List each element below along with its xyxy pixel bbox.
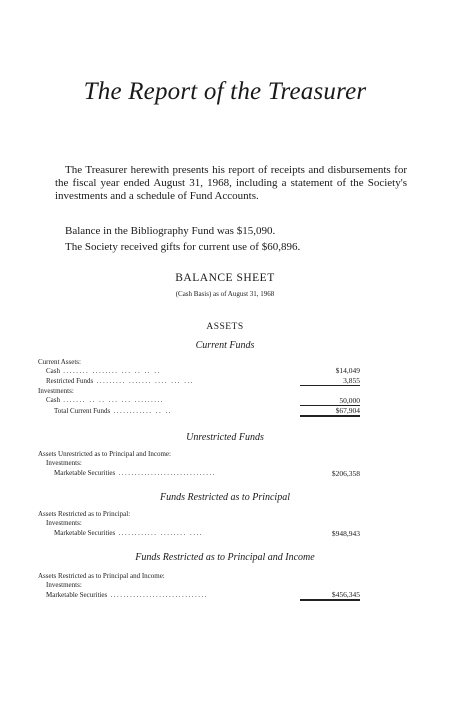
current-assets-label: Current Assets: bbox=[38, 358, 81, 366]
cash-amount: $14,049 bbox=[335, 366, 360, 375]
page-title: The Report of the Treasurer bbox=[83, 78, 367, 105]
restricted-both-securities-label: Marketable Securities bbox=[46, 591, 108, 599]
section-heading-restricted-principal-income: Funds Restricted as to Principal and Income bbox=[135, 552, 315, 563]
restricted-principal-securities-label: Marketable Securities bbox=[54, 529, 116, 537]
balance-sheet-title: BALANCE SHEET bbox=[175, 272, 275, 284]
restricted-funds-row: Restricted Funds ......... ....... .... ... ... bbox=[46, 377, 194, 385]
restricted-both-securities-row: Marketable Securities .............................. bbox=[46, 591, 208, 599]
restricted-principal-securities-amount: $948,943 bbox=[331, 529, 360, 538]
intro-paragraph bbox=[55, 164, 407, 203]
unrestricted-securities-row: Marketable Securities .............................. bbox=[54, 469, 216, 477]
restricted-principal-securities-row: Marketable Securities ............ ........ .... bbox=[54, 529, 203, 537]
restricted-both-investments-label: Investments: bbox=[46, 581, 82, 589]
restricted-funds-label: Restricted Funds bbox=[46, 377, 94, 385]
total-current-funds-label: Total Current Funds bbox=[54, 407, 111, 415]
bibliography-balance: Balance in the Bibliography Fund was $15,090. bbox=[65, 225, 276, 237]
total-current-funds-amount: $67,904 bbox=[300, 406, 360, 417]
restricted-both-securities-amount: $456,345 bbox=[300, 590, 360, 601]
gifts-received: The Society received gifts for current use of $60,896. bbox=[65, 241, 301, 253]
restricted-principal-assets-label: Assets Restricted as to Principal: bbox=[38, 510, 131, 518]
restricted-funds-amount: 3,855 bbox=[300, 376, 360, 386]
unrestricted-assets-label: Assets Unrestricted as to Principal and Income: bbox=[38, 450, 171, 458]
unrestricted-investments-label: Investments: bbox=[46, 459, 82, 467]
unrestricted-securities-label: Marketable Securities bbox=[54, 469, 116, 477]
cash-label: Cash bbox=[46, 367, 60, 375]
investment-cash-row: Cash ....... .. .. ... ... ......... bbox=[46, 396, 164, 404]
intro-text: The Treasurer herewith presents his report of receipts and disbursements for the fiscal year ended August 31, 1968, including a statement of the Society's investments and a schedule of Fund Accounts. bbox=[55, 164, 407, 202]
section-heading-current-funds: Current Funds bbox=[195, 340, 255, 351]
investment-cash-label: Cash bbox=[46, 396, 60, 404]
restricted-principal-investments-label: Investments: bbox=[46, 519, 82, 527]
section-heading-restricted-principal: Funds Restricted as to Principal bbox=[160, 492, 290, 503]
total-current-funds-row: Total Current Funds ............ .. .. bbox=[54, 407, 173, 415]
restricted-both-assets-label: Assets Restricted as to Principal and Income: bbox=[38, 572, 165, 580]
cash-row: Cash ........ ........ ... .. .. .. bbox=[46, 367, 161, 375]
assets-heading: ASSETS bbox=[206, 322, 244, 332]
investments-label: Investments: bbox=[38, 387, 74, 395]
unrestricted-securities-amount: $206,358 bbox=[331, 469, 360, 478]
section-heading-unrestricted-funds: Unrestricted Funds bbox=[186, 432, 264, 443]
investment-cash-amount: 50,000 bbox=[300, 396, 360, 406]
balance-sheet-subtitle: (Cash Basis) as of August 31, 1968 bbox=[175, 290, 275, 298]
